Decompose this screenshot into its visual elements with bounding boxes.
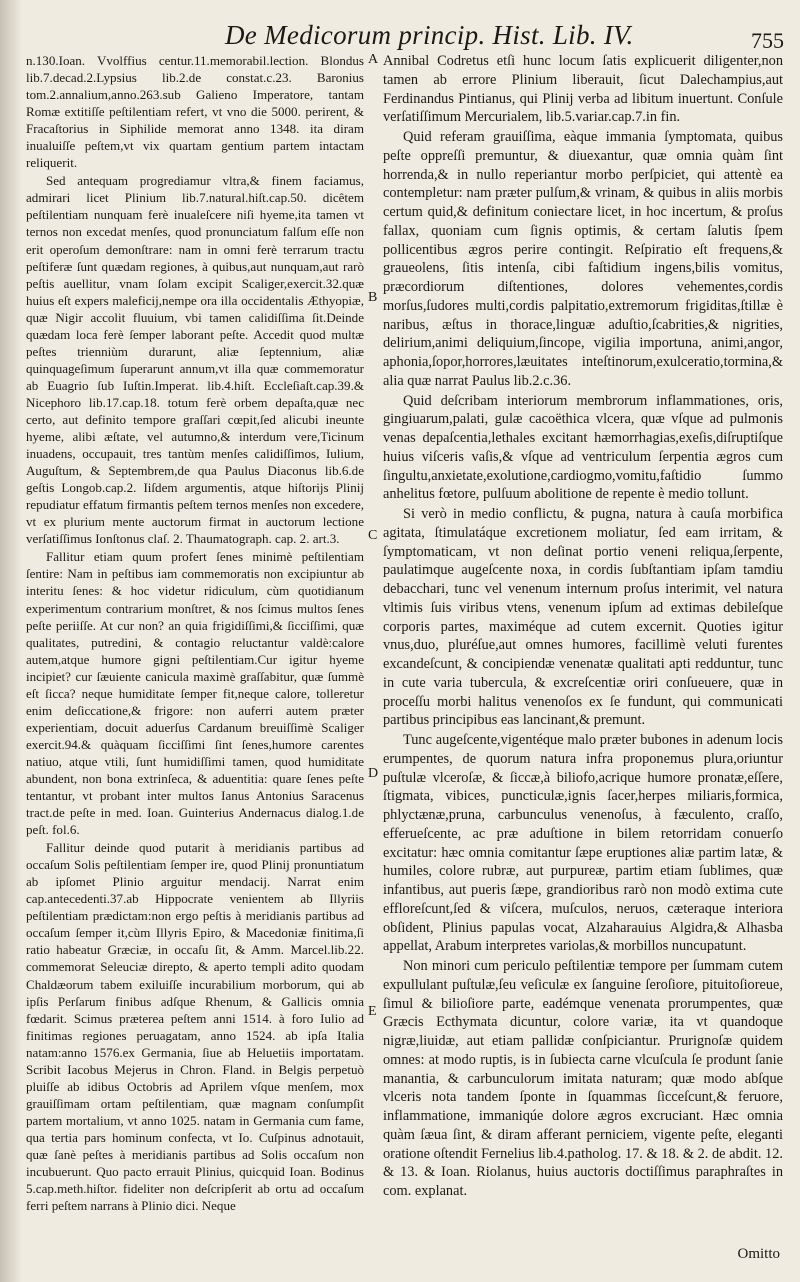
left-paragraph-2: Sed antequam progrediamur vltra,& finem faciamus, admirari licet Plinium lib.7.natural.hiſt.cap.50. dicêtem peſtilentiam nunquam ferè inualeſcere niſi hyeme,ita tamen vt ternos non excedat menſes, quod pronunciatum falſum eſſe non erit operoſum demonſtrare: nam in omni ferè terrarum tractu peſtiferæ ſunt quædam regiones, à quibus,aut nunquam,aut rarò peſtis auellitur, vnam ſolam excipit Scaliger,exercit.32.quæ huius eſt expers maleficij,nempe ora illa occidentalis Æthyopiæ, quæ Nigir accolit fluuium, vbi tamen calidiſſima ſit.Deinde quædam loca ferè ſemper laborant peſte. Accedit quod multæ peſtes trienniùm durarunt, aliæ ſeptennium, aliæ quinquageſimum ſuperarunt annum,vt illa quæ commemoratur ab Euagrio ſub Iuſtin.Imperat. lib.4.hiſt. Eccleſiaſt.cap.39.& Nicephoro lib.17.cap.18. totum ferè orbem depaſta,quæ nec certo, aut definito tempore graſſari cœpit,ſed alicubi ineunte hyeme, alibi æſtate, vel autumno,& interdum vere,Ticinum inuadens, occupauit, tres tantùm menſes calidiſſimos, Iulium, Auguſtum, & Septembrem,de qua Paulus Diaconus lib.6.de geſtis Longob.cap.2. Iiſdem argumentis, atque hiſtorijs Plinij repudiatur effatum firmantis peſtem ternos menſes non excedere, vt ex plurium mente auctorum firmat in auctorum lectione verſatiſſimus Ionſtonus claſ. 2. Thaumatograph. cap. 2. art.3. [26, 173, 364, 547]
right-paragraph-3: Quid deſcribam interiorum membrorum inflammationes, oris, gingiuarum,palati, gulæ cacoëthica vlcera, quæ vſque ad pulmonis venas depaſcentia,lethales excitant hæmorrhagias,exeſis,diſruptiſque huius viſceris vaſis,& vſque ad ventriculum ſerpentia ægros cum ſingultu,anxietate,exolutione,cardiogmo,vomitu,faſtidio ſummo anhelitus fœtore, pulſuum abolitione de repente è medio tollunt. [383, 392, 783, 503]
right-paragraph-5: Tunc augeſcente,vigentéque malo præter bubones in adenum locis erumpentes, de quorum natura infra proponemus plura,oriuntur puſtulæ vlceroſæ, & ſiccæ,à biliofo,acrique humore pronatæ,eſſere, ſtigmata, vibices, puncticulæ,ignis ſacer,herpes miliaris,formica, phlyctænæ,pruna, carbunculus venenoſus, à fæculento, craſſo, efferueſcente, ac præ aduſtione in bilem retorridam conuerſo excitatur: hæc omnia comitantur ſæpe eruptiones aliæ partim latæ, & humiles, colore rubræ, aut purpureæ, partim etiam ſublimes, quæ infantibus, aut pueris ſæpe, grandioribus rarò non modò extima cute effloreſcunt,ſed & viſcera, muſculos, neruos, cæteraque interiora obſident, Plinius papulas vocat, Alzaharauius Algidra,& Alhasba appellat, Arabum interpretes variolas,& morbillos nuncupatunt. [383, 732, 783, 955]
left-paragraph-1: n.130.Ioan. Vvolffius centur.11.memorabil.lection. Blondus lib.7.decad.2.Lypsius lib.2.de constat.c.23. Baronius tom.2.annalium,anno.263.sub Galieno Imperatore, tantam Romæ extitiſſe peſtilentiam refert, vt vno die 5000. perirent, & Fracaſtorius in Siphilide memorat anno 1348. ita diram inualuiſſe peſtem,vt vix quartam gentium partem intactam reliquerit. [26, 53, 364, 171]
margin-marker-c: C [368, 528, 378, 543]
margin-marker-b: B [368, 290, 378, 305]
right-paragraph-6: Non minori cum periculo peſtilentiæ tempore per ſummam cutem expullulant puſtulæ,ſeu veſiculæ ex ſanguine ſeroſiore, pituitoſioreue, ſimul & bilioſiore parte, eadémque venenata prorumpentes, quæ Græcis Ecthymata dicuntur, colore variæ, ita vt quandoque nigræ,liuidæ, aut etiam pallidæ conſpiciantur. Prurignoſæ quidem omnes: at modo ruptis, is in ſubiecta carne vlcuſcula ſe produnt ſanie manantia, & carbunculorum imitata naturam; quæ modo abſque vlceris nota tandem ſponte in ſquammas ſicceſcunt,& feruore, inflammatione, immaniqúe dolore ægros excruciant. Hæc omnia quàm ſæua ſint, & diram afferant perniciem, vigente peſte, eleganti oratione oſtendit Fernelius lib.4.patholog. 17. & 18. & 2. de abdit. 12. & 13. & Ioan. Riolanus, huius auctoris doctiſſimus paraphraſtes in com. explanat. [383, 958, 783, 1199]
left-paragraph-4: Fallitur deinde quod putarit à meridianis partibus ad occaſum Solis peſtilentiam ſemper ire, quod Plinij pronuntiatum ab ipſomet Plinio arguitur mendacij. Narrat enim cap.antecedenti.37.ab Hippocrate venientem ab Illyriis peſtilentiam prædictam:non ergo peſtis à meridianis partibus ad occaſum ſemper it,cùm Illyris Epiro, & Macedoniæ finitima,ſi ratio habeatur Græciæ, in occaſu ſit, & Amm. Marcel.lib.22. commemorat Seleuciæ direpto, & aperto templi adito quodam Chaldæorum tabem exiluiſſe incurabilium morborum, qui ab ipſis Perſarum finibus adſque Rhenum, & Gallicis omnia fœdarit. Scimus præterea peſtem anni 1514. à foro Iulio ad finitimas regiones peruagatam, anno 1524. ab ipſa Italia natam:anno 1576.ex Germania, ſiue ab Heluetiis importatam. Scribit Iacobus Mejerus in Chron. Fland. in Belgis perpetuò pluiſſe ab idibus Octobris ad Aprilem vſque menſem, mox grauiſſimam ortam peſtilentiam, quæ magnam conſumpſit partem mortalium, vt anno 1025. natam in Germania cum fame, qua tertia pars hominum confecta, vt Io. Cuſpinus adnotauit, quæ ſanè peſtes à meridianis partibus ad Solis occaſum non incubuerunt. Quo pacto errauit Plinius, quicquid Ioan. Bodinus 5.cap.meth.hiſtor. fideliter non deſcripſerit ab ortu ad occaſum ferri peſtem narrans à Plinio dici. Neque [26, 840, 364, 1214]
right-paragraph-2: Quid referam grauiſſima, eàque immania ſymptomata, quibus peſte oppreſſi premuntur, & diuexantur, quæ omnia quàm ſint horrenda,& in nullo reperiantur morbo perſpiciet, qui attentè ea contempletur: nam præter pulſum,& vrinam, & quibus in aliis morbis certum quid,& definitum coniectare licet, in hoc incertum, & proſus fallax, quoniam cum ſignis optimis, & certam ſalutis ſpem pollicentibus ægros perire contingit. Reſpiratio eſt frequens,& graueolens, ſitis intenſa, cibi faſtidium ingens,bilis vomitus, præcordiorum diſtentiones, dolores vehementes,cordis morſus,ſudores multi,cordis palpitatio,extremorum frigiditas,ſtillæ è naribus, æſtus in thorace,linguæ aduſtio,ſcabrities,& nigrities, delirium,animi deliquium,ſincope, vigilia importuna, animi,angor, aphonia,ſopor,horrores,læuitates inteſtinorum,exulceratio,tormina,& alia quæ narrat Paulus lib.2.c.36. [383, 129, 783, 389]
margin-marker-d: D [368, 766, 379, 781]
right-column [383, 52, 783, 1202]
running-title: De Medicorum princip. Hist. Lib. IV. [225, 20, 634, 50]
page-number: 755 [751, 28, 784, 53]
left-column [26, 52, 364, 1215]
page-header [40, 14, 784, 54]
margin-marker-a: A [368, 52, 379, 67]
catchword: Omitto [737, 1246, 780, 1262]
right-paragraph-4: Si verò in medio conflictu, & pugna, natura à cauſa morbifica agitata, ſtimulatáque excretionem moliatur, ſed eam irritam, & ſymptomaticam, vt non deſinat portio veneni reliqua,ſerpente, paulatimque augeſcente noxa, in cordis ſubſtantiam ipſam tamdiu debacchari, tunc vel venenum internum proſus interimit, vel natura vltimis ſuis viribus vtens, venenum ipſum ad extimas debileſque corporis partes, maximéque ad cutem excernit. Quoties igitur vnus,duo, pluréſue,aut omnes humores, facillimè veluti furentes excandeſcunt, & concipiendæ venenatæ qualitati apti redduntur, tunc in cute varia tubercula, & excreſcentiæ oriri conſueuere, quæ in proceſſu morbi halitus venenoſos ex ſe fundunt, qui communicati partibus principibus eas lancinant,& premunt. [383, 506, 783, 729]
right-paragraph-1: Annibal Codretus etſi hunc locum ſatis explicuerit diligenter,non tamen ab errore Plinium liberauit, ſicut Dalechampius,aut Ferdinandus Pintianus, qui Plinij verba ad libitum inuertunt. Conſule verſatiſſimum Mercurialem, lib.5.variar.cap.7.in fin. [383, 53, 783, 126]
gutter-shadow [0, 0, 22, 1282]
margin-marker-e: E [368, 1004, 377, 1019]
left-paragraph-3: Fallitur etiam quum profert ſenes minimè peſtilentiam ſentire: Nam in peſtibus iam commemoratis non excipiuntur ab interitu ſenes: & hoc videtur ridiculum, cùm quotidianum experimentum contrarium monſtret, & nos ſcimus multos ſenes peſte periiſſe. At cur non? an quia frigidiſſimi,& ſicciſſimi, quæ qualitates, putredini, & contagio reluctantur valdè:calore autem,atque humore gigni peſtilentiam.Cur igitur hyeme incipiet? cur ſæuiente canicula maximè graſſabitur, quæ ſummè eſt ſicca? neque humiditate ſemper fit,neque calore, tolleretur enim deſiccatione,& frigore: non auferri autem præter experientiam, docuit aduerſus Cardanum breuiſſimè Scaliger exercit.94.& quàquam ſicciſſimi ſint ſenes,humore carentes natiuo, atque vtili, ſunt humidiſſimi tamen, quod humiditate abundent, non bona extrinſeca, & aduentitia: quare ſenes peſte tentantur, vt probant inter multos Ianus Antonius Saracenus tract.de peſte in med. Ioan. Guinterius Andernacus dialog.1.de peſt. fol.6. [26, 549, 364, 838]
